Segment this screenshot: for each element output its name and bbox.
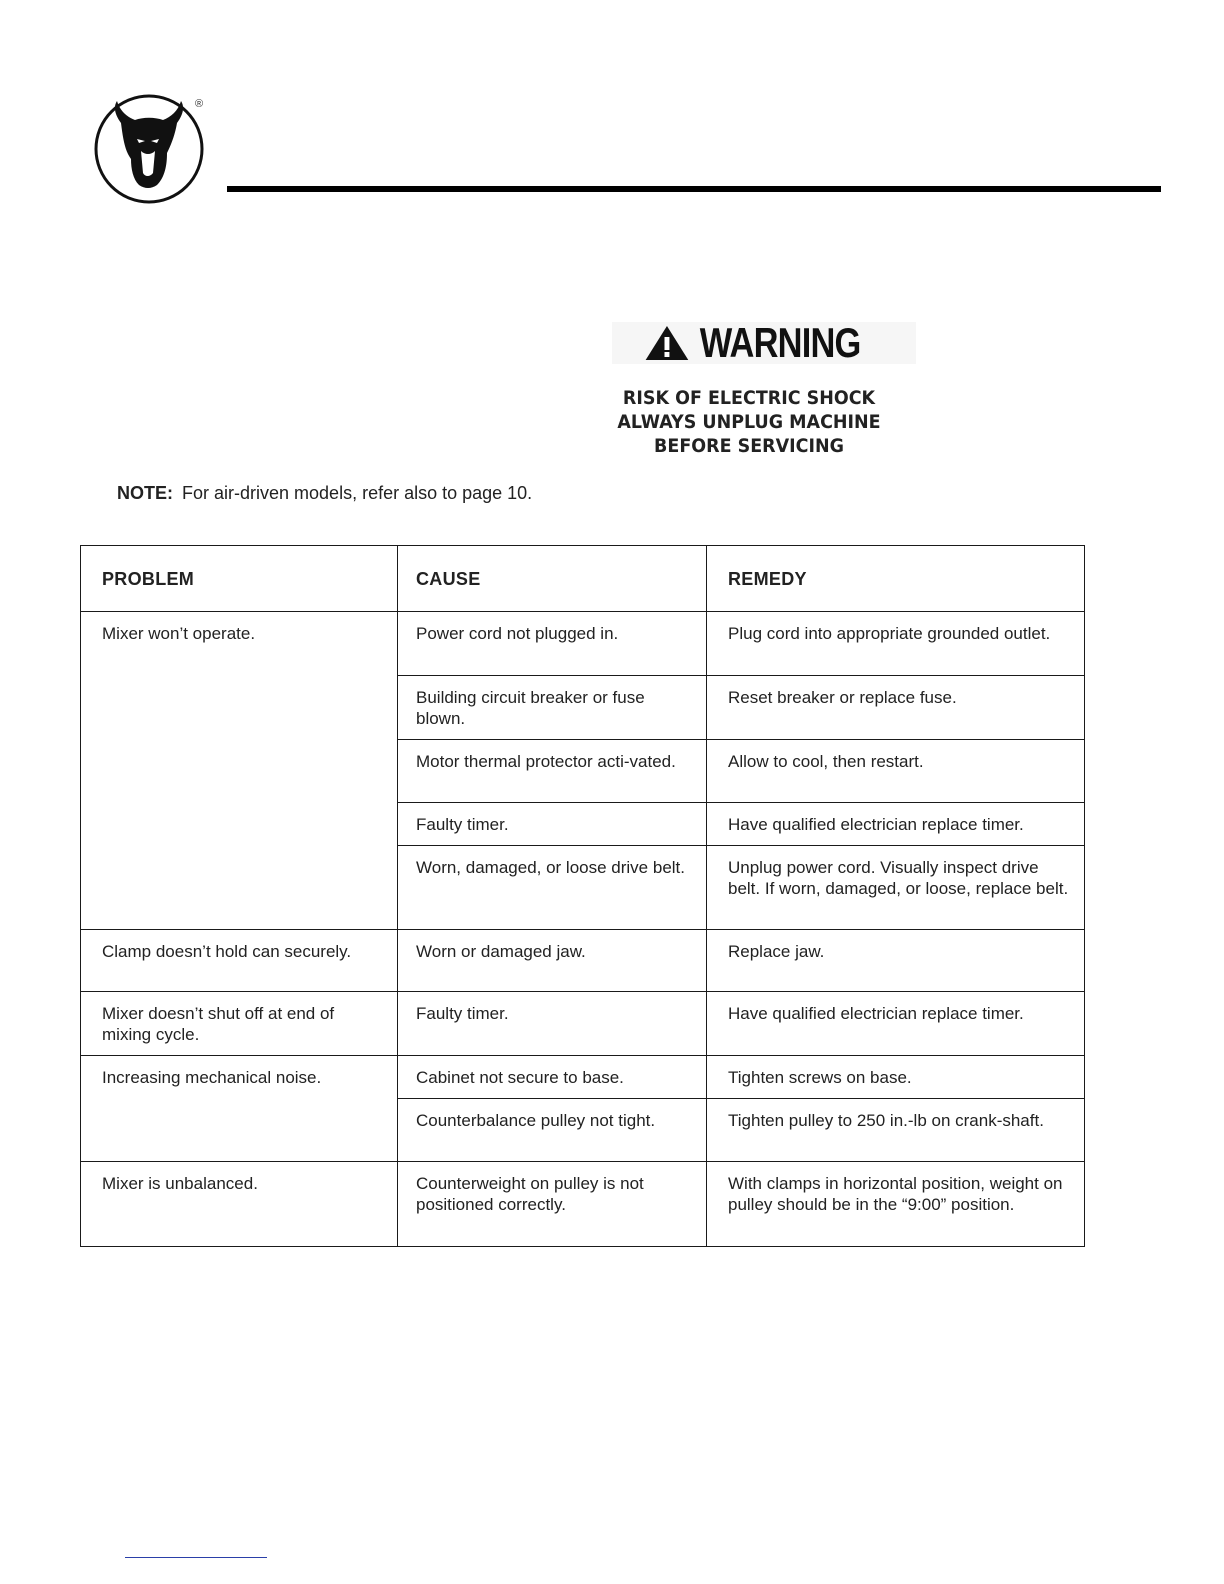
remedy-cell: Have qualified electrician replace timer. <box>707 992 1085 1056</box>
remedy-cell: Tighten pulley to 250 in.-lb on crank-shaft. <box>707 1099 1085 1162</box>
table-header-row <box>81 546 1085 612</box>
table-row <box>81 992 1085 1056</box>
cause-cell: Worn or damaged jaw. <box>398 930 707 992</box>
table-row <box>81 1162 1085 1247</box>
note <box>117 483 532 504</box>
remedy-cell: Tighten screws on base. <box>707 1056 1085 1099</box>
problem-cell: Mixer is unbalanced. <box>81 1162 398 1247</box>
cause-cell: Building circuit breaker or fuse blown. <box>398 676 707 740</box>
warning-message <box>603 386 896 458</box>
brand-logo <box>93 93 205 205</box>
registered-mark: ® <box>195 98 204 110</box>
table-row <box>81 930 1085 992</box>
remedy-cell: Reset breaker or replace fuse. <box>707 676 1085 740</box>
table-row <box>81 1056 1085 1099</box>
problem-cell: Clamp doesn’t hold can securely. <box>81 930 398 992</box>
remedy-cell: With clamps in horizontal position, weight on pulley should be in the “9:00” position. <box>707 1162 1085 1247</box>
cause-cell: Power cord not plugged in. <box>398 612 707 676</box>
warning-triangle-icon <box>644 325 690 361</box>
problem-cell: Mixer won’t operate. <box>81 612 398 930</box>
warning-line: BEFORE SERVICING <box>654 435 844 457</box>
cause-cell: Cabinet not secure to base. <box>398 1056 707 1099</box>
column-header-problem: PROBLEM <box>81 546 398 612</box>
note-text: For air-driven models, refer also to page 10. <box>182 483 533 503</box>
remedy-cell: Have qualified electrician replace timer. <box>707 803 1085 846</box>
warning-heading <box>644 320 860 366</box>
warning-title: WARNING <box>699 319 861 366</box>
remedy-cell: Replace jaw. <box>707 930 1085 992</box>
cause-cell: Counterbalance pulley not tight. <box>398 1099 707 1162</box>
cause-cell: Faulty timer. <box>398 803 707 846</box>
header-rule <box>227 186 1161 192</box>
warning-line: RISK OF ELECTRIC SHOCK <box>622 387 876 409</box>
column-header-remedy: REMEDY <box>707 546 1085 612</box>
bottom-rule <box>125 1557 267 1558</box>
remedy-cell: Plug cord into appropriate grounded outlet. <box>707 612 1085 676</box>
cause-cell: Faulty timer. <box>398 992 707 1056</box>
problem-cell: Increasing mechanical noise. <box>81 1056 398 1162</box>
cause-cell: Motor thermal protector acti-vated. <box>398 740 707 803</box>
table-row <box>81 612 1085 676</box>
cause-cell: Worn, damaged, or loose drive belt. <box>398 846 707 930</box>
problem-cell: Mixer doesn’t shut off at end of mixing cycle. <box>81 992 398 1056</box>
warning-line: ALWAYS UNPLUG MACHINE <box>617 411 881 433</box>
troubleshooting-table <box>80 545 1085 1247</box>
remedy-cell: Unplug power cord. Visually inspect drive belt. If worn, damaged, or loose, replace belt. <box>707 846 1085 930</box>
note-label: NOTE: <box>117 483 173 503</box>
cause-cell: Counterweight on pulley is not positioned correctly. <box>398 1162 707 1247</box>
column-header-cause: CAUSE <box>398 546 707 612</box>
remedy-cell: Allow to cool, then restart. <box>707 740 1085 803</box>
